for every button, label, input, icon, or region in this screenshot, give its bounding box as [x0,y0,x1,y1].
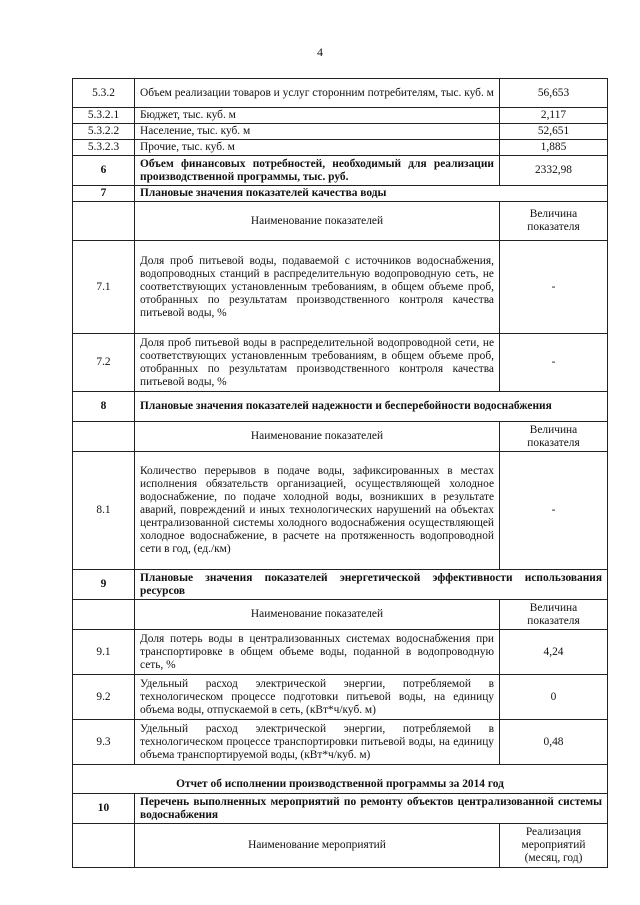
table-row-8-1 [73,452,608,570]
row-value: 52,651 [500,124,608,140]
row-number: 5.3.2 [73,79,135,108]
table-row-5-3-2-1 [73,108,608,124]
row-description: Доля проб питьевой воды в распределительной водопроводной сети, не соответствующих установленным требованиям, в общем объеме проб, отобранных по результатам производственного контроля качества питьевой воды, % [135,334,500,392]
table-row-6 [73,156,608,186]
table-row-5-3-2-2 [73,124,608,140]
row-number: 7.1 [73,241,135,334]
column-header-row-10 [73,824,608,868]
row-number: 5.3.2.3 [73,140,135,156]
column-header-value: Реализация мероприятий (месяц, год) [500,824,608,868]
section-row-8 [73,392,608,422]
row-value: 0,48 [500,720,608,765]
section-row-10 [73,794,608,824]
row-number: 5.3.2.1 [73,108,135,124]
row-value: 2332,98 [500,156,608,186]
row-value: 56,653 [500,79,608,108]
section-title: Плановые значения показателей качества воды [135,186,608,202]
table-row-7-2 [73,334,608,392]
row-number: 9.2 [73,675,135,720]
table-row-5-3-2 [73,79,608,108]
report-title: Отчет об исполнении производственной программы за 2014 год [73,765,608,794]
row-description: Доля потерь воды в централизованных системах водоснабжения при транспортировке в общем объеме воды, поданной в водопроводную сеть, % [135,630,500,675]
section-number: 8 [73,392,135,422]
table-row-7-1 [73,241,608,334]
table-row-9-1 [73,630,608,675]
column-header-name: Наименование показателей [135,422,500,452]
row-description: Объем реализации товаров и услуг сторонним потребителям, тыс. куб. м [135,79,500,108]
row-description: Удельный расход электрической энергии, потребляемой в технологическом процессе транспортировки питьевой воды, на единицу объема транспортируемой воды, (кВт*ч/куб. м) [135,720,500,765]
section-row-9 [73,570,608,600]
section-number: 9 [73,570,135,600]
row-description: Удельный расход электрической энергии, потребляемой в технологическом процессе подготовки питьевой воды, на единицу объема воды, отпускаемой в сеть, (кВт*ч/куб. м) [135,675,500,720]
row-description: Население, тыс. куб. м [135,124,500,140]
row-value: 0 [500,675,608,720]
column-header-name: Наименование показателей [135,600,500,630]
section-title: Плановые значения показателей энергетической эффективности использования ресурсов [135,570,608,600]
section-number: 10 [73,794,135,824]
column-header-value: Величина показателя [500,202,608,241]
section-title: Перечень выполненных мероприятий по ремонту объектов централизованной системы водоснабжения [135,794,608,824]
row-number: 8.1 [73,452,135,570]
row-value: - [500,452,608,570]
row-value: - [500,334,608,392]
table-row-9-2 [73,675,608,720]
column-header-value: Величина показателя [500,600,608,630]
row-number: 9.1 [73,630,135,675]
row-description: Объем финансовых потребностей, необходимый для реализации производственной программы, тыс. руб. [135,156,500,186]
column-header-name: Наименование мероприятий [135,824,500,868]
row-number: 7.2 [73,334,135,392]
report-title-row [73,765,608,794]
row-value: 2,117 [500,108,608,124]
row-description: Бюджет, тыс. куб. м [135,108,500,124]
table-row-9-3 [73,720,608,765]
page-number: 4 [317,45,323,59]
program-table [72,78,608,868]
column-header-value: Величина показателя [500,422,608,452]
column-header-row-9 [73,600,608,630]
row-description: Доля проб питьевой воды, подаваемой с источников водоснабжения, водопроводных станций в распределительную водопроводную сеть, не соответствующих установленным требованиям, в общем объеме проб, отобранных по результатам производственного контроля качества питьевой воды, % [135,241,500,334]
row-description: Количество перерывов в подаче воды, зафиксированных в местах исполнения обязательств организацией, осуществляющей холодное водоснабжение, по подаче холодной воды, возникших в результате аварий, повреждений и иных технологических нарушений на объектах централизованной системы холодного водоснабжения осуществляющей холодное водоснабжение, в расчете на протяженность водопроводной сети в год, (ед./км) [135,452,500,570]
row-value: 1,885 [500,140,608,156]
section-row-7 [73,186,608,202]
row-description: Прочие, тыс. куб. м [135,140,500,156]
blank-cell [73,422,135,452]
row-number: 9.3 [73,720,135,765]
blank-cell [73,824,135,868]
column-header-row-7 [73,202,608,241]
column-header-row-8 [73,422,608,452]
blank-cell [73,600,135,630]
blank-cell [73,202,135,241]
row-value: - [500,241,608,334]
row-number: 6 [73,156,135,186]
row-number: 5.3.2.2 [73,124,135,140]
row-value: 4,24 [500,630,608,675]
section-number: 7 [73,186,135,202]
column-header-name: Наименование показателей [135,202,500,241]
section-title: Плановые значения показателей надежности и бесперебойности водоснабжения [135,392,608,422]
table-row-5-3-2-3 [73,140,608,156]
